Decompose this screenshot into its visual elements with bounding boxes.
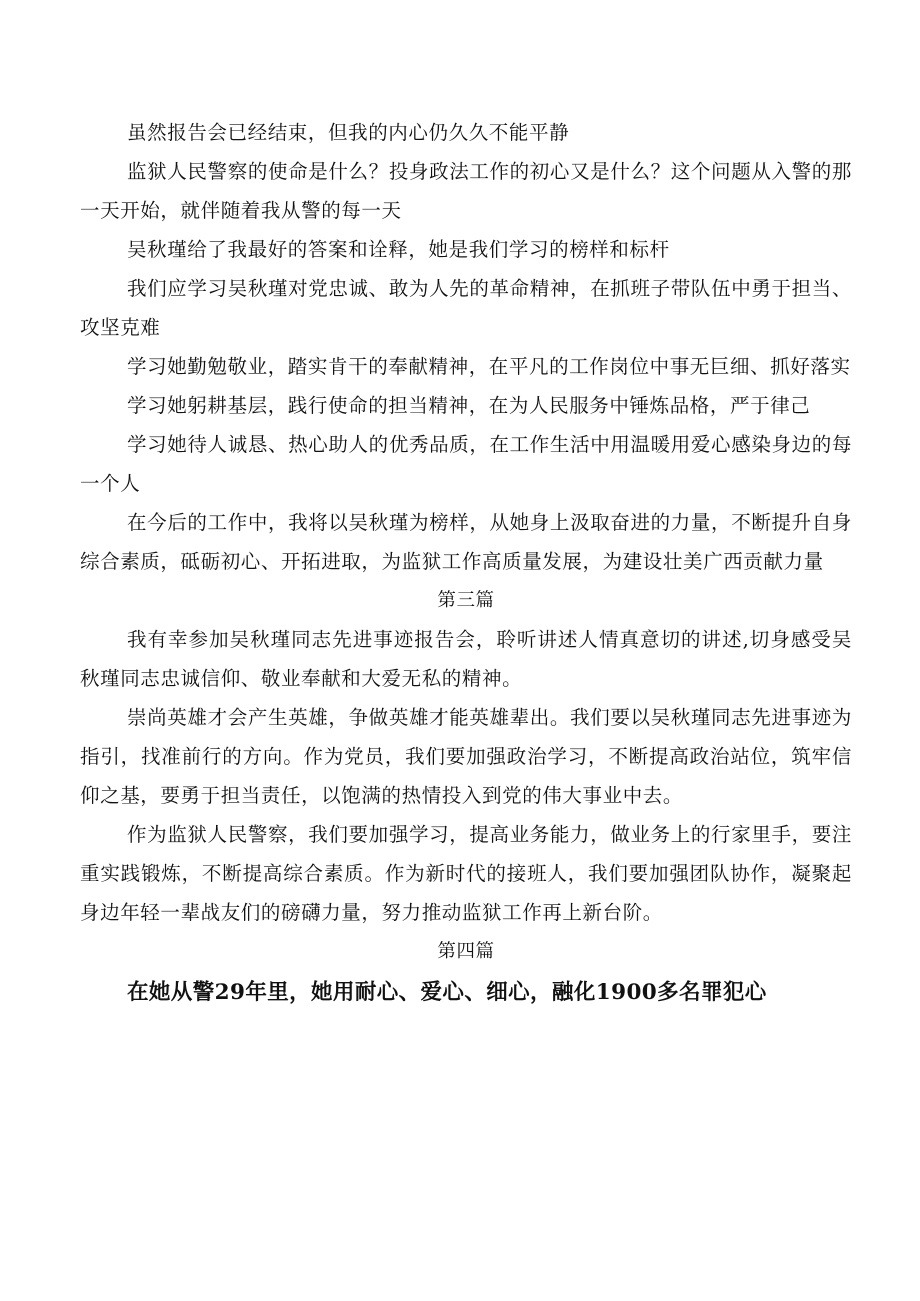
paragraph: 学习她勤勉敬业，踏实肯干的奉献精神，在平凡的工作岗位中事无巨细、抓好落实: [127, 355, 851, 378]
paragraph: 在今后的工作中，我将以吴秋瑾为榜样，从她身上汲取奋进的力量，不断提升自身综合素质，砥砺初心、开拓进取，为监狱工作高质量发展，为建设壮美广西贡献力量: [80, 511, 852, 573]
document-body: [80, 113, 852, 1014]
paragraph: 虽然报告会已经结束，但我的内心仍久久不能平静: [127, 121, 570, 144]
paragraph: 学习她待人诚恳、热心助人的优秀品质，在工作生活中用温暖用爱心感染身边的每一个人: [80, 433, 852, 495]
paragraph: 我们应学习吴秋瑾对党忠诚、敢为人先的革命精神，在抓班子带队伍中勇于担当、攻坚克难: [80, 277, 852, 339]
section-heading-4: 第四篇: [437, 941, 495, 962]
paragraph: 监狱人民警察的使命是什么？投身政法工作的初心又是什么？这个问题从入警的那一天开始，就伴随着我从警的每一天: [80, 160, 852, 222]
paragraph: 吴秋瑾给了我最好的答案和诠释，她是我们学习的榜样和标杆: [127, 238, 670, 261]
section-heading-3: 第三篇: [437, 590, 495, 611]
paragraph-opening: 在她从警29年里，她用耐心、爱心、细心，融化1900多名罪犯心: [127, 980, 767, 1005]
paragraph: 作为监狱人民警察，我们要加强学习，提高业务能力，做业务上的行家里手，要注重实践锻炼，不断提高综合素质。作为新时代的接班人，我们要加强团队协作，凝聚起身边年轻一辈战友们的磅礴力量，努力推动监狱工作再上新台阶。: [80, 823, 852, 924]
paragraph: 学习她躬耕基层，践行使命的担当精神，在为人民服务中锤炼品格，严于律己: [127, 394, 811, 417]
paragraph: 崇尚英雄才会产生英雄，争做英雄才能英雄辈出。我们要以吴秋瑾同志先进事迹为指引，找准前行的方向。作为党员，我们要加强政治学习，不断提高政治站位，筑牢信仰之基，要勇于担当责任，以饱满的热情投入到党的伟大事业中去。: [80, 706, 852, 807]
paragraph: 我有幸参加吴秋瑾同志先进事迹报告会，聆听讲述人情真意切的讲述,切身感受吴秋瑾同志忠诚信仰、敬业奉献和大爱无私的精神。: [80, 628, 852, 690]
